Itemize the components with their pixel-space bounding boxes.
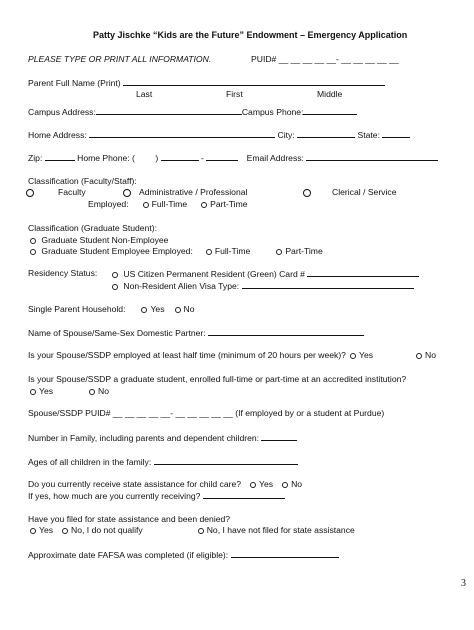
clerical-radio[interactable] [303,189,311,197]
instruction-text: PLEASE TYPE OR PRINT ALL INFORMATION. [28,54,212,64]
faculty-radio[interactable] [26,189,34,197]
zip-phone-row: Zip: Home Phone: ( ) - Email Address: [28,152,438,164]
filed-no-not-filed-radio[interactable] [198,528,204,534]
childcare-amount-field[interactable] [203,490,285,499]
spouse-grad-options: Yes No [30,386,109,397]
employed-row: Employed: Full-Time Part-Time [88,199,248,209]
classification-grad-label: Classification (Graduate Student): [28,223,157,233]
middle-label: Middle [317,89,343,99]
spouse-name-row: Name of Spouse/Same-Sex Domestic Partner: [28,327,364,339]
phone-line-field[interactable] [206,152,238,161]
grad-employee-option: Graduate Student Employee Employed: Full-Time Part-Time [30,246,323,257]
single-parent-yes-radio[interactable] [141,307,147,313]
spouse-employed-yes[interactable]: Yes [350,350,373,361]
spouse-name-field[interactable] [208,327,364,336]
visa-type-field[interactable] [242,280,414,289]
faculty-option[interactable]: Faculty [26,187,86,198]
residency-label: Residency Status: [28,268,98,278]
puid-field[interactable]: PUID# __ __ __ __ __- __ __ __ __ __ [251,54,399,64]
zip-field[interactable] [45,152,75,161]
classification-staff-label: Classification (Faculty/Staff): [28,176,137,186]
staff-part-time-radio[interactable] [201,202,207,208]
spouse-puid-field[interactable]: Spouse/SSDP PUID# __ __ __ __ __- __ __ __ __ __ [28,408,233,418]
childcare-question-row: Do you currently receive state assistance for child care? Yes No [28,479,303,489]
campus-address-row: Campus Address: Campus Phone: [28,106,357,118]
staff-full-time-radio[interactable] [143,202,149,208]
spouse-employed-question: Is your Spouse/SSDP employed at least half time (minimum of 20 hours per week)? [28,350,346,360]
phone-prefix-field[interactable] [161,152,199,161]
nonres-visa-option: Non-Resident Alien Visa Type: [112,280,414,292]
form-title: Patty Jischke “Kids are the Future” Endowment – Emergency Application [93,30,408,40]
spouse-grad-no-radio[interactable] [89,389,95,395]
grad-part-time-radio[interactable] [276,249,282,255]
fafsa-row: Approximate date FAFSA was completed (if eligible): [28,549,339,561]
childcare-yes-radio[interactable] [250,482,256,488]
single-parent-row: Single Parent Household: Yes No [28,304,195,314]
first-label: First [226,89,243,99]
grad-non-employee-radio[interactable] [30,238,36,244]
filed-no-not-qualify-radio[interactable] [62,528,68,534]
grad-employee-radio[interactable] [30,249,36,255]
city-field[interactable] [297,129,355,138]
page-number: 3 [461,578,466,589]
spouse-grad-question: Is your Spouse/SSDP a graduate student, enrolled full-time or part-time at an accredited institution? [28,374,407,384]
filed-question: Have you filed for state assistance and been denied? [28,514,231,524]
spouse-employed-no[interactable]: No [416,350,436,361]
admin-prof-option[interactable]: Administrative / Professional [123,187,247,198]
spouse-grad-yes-radio[interactable] [30,389,36,395]
admin-prof-radio[interactable] [123,189,131,197]
parent-name-label: Parent Full Name (Print) [28,77,385,89]
ages-children-row: Ages of all children in the family: [28,456,298,468]
childcare-no-radio[interactable] [282,482,288,488]
us-citizen-radio[interactable] [112,272,118,278]
grad-full-time-radio[interactable] [206,249,212,255]
home-address-field[interactable] [89,129,275,138]
filed-yes-radio[interactable] [30,528,36,534]
parent-name-field[interactable] [123,77,385,86]
single-parent-no-radio[interactable] [175,307,181,313]
email-field[interactable] [306,152,438,161]
spouse-employed-no-radio[interactable] [416,353,422,359]
spouse-employed-yes-radio[interactable] [350,353,356,359]
clerical-option[interactable]: Clerical / Service [303,187,396,198]
home-address-row: Home Address: City: State: [28,129,410,141]
filed-options: Yes No, I do not qualify No, I have not filed for state assistance [30,525,355,536]
state-field[interactable] [382,129,410,138]
family-number-field[interactable] [261,432,297,441]
us-citizen-option: US Citizen Permanent Resident (Green) Card # [112,268,419,280]
fafsa-date-field[interactable] [231,549,339,558]
spouse-puid-row: Spouse/SSDP PUID# __ __ __ __ __- __ __ __ __ __ (If employed by or a student at Purdue) [28,408,385,418]
family-number-row: Number in Family, including parents and dependent children: [28,432,297,444]
grad-non-employee-option[interactable]: Graduate Student Non-Employee [30,235,168,246]
childcare-amount-row: If yes, how much are you currently receiving? [28,490,285,502]
last-label: Last [136,89,153,99]
campus-address-field[interactable] [96,106,242,115]
nonres-visa-radio[interactable] [112,284,118,290]
ages-children-field[interactable] [154,456,298,465]
green-card-field[interactable] [307,268,419,277]
campus-phone-field[interactable] [303,106,357,115]
